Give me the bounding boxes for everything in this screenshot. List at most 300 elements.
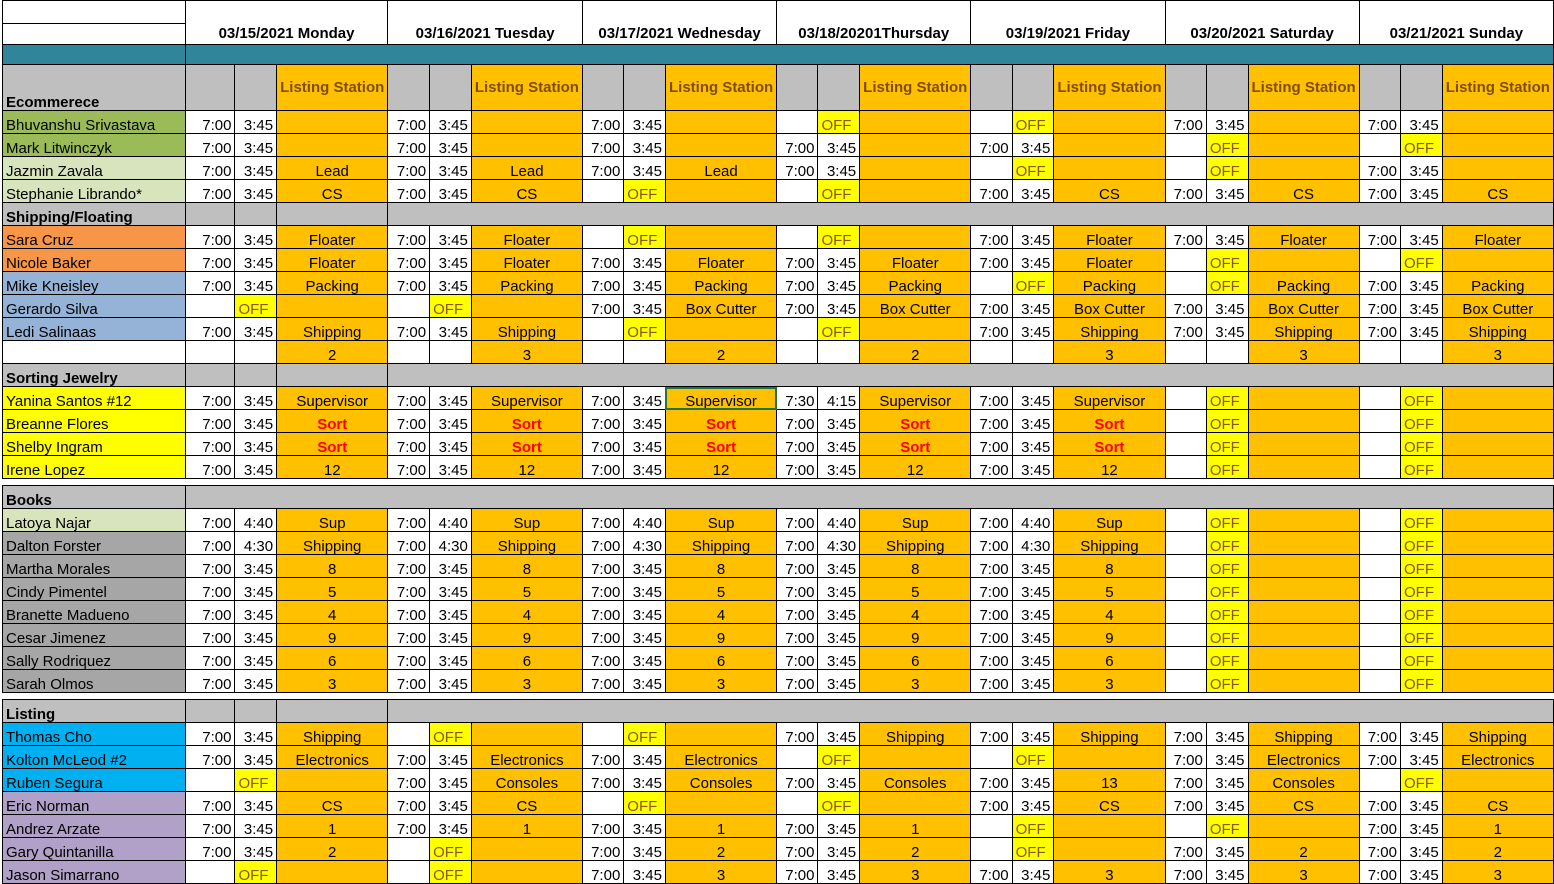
time-end[interactable]: 3:45 [624, 111, 666, 134]
station-assignment[interactable]: Shipping [1442, 723, 1553, 746]
time-start[interactable]: 7:00 [777, 157, 818, 180]
time-end[interactable]: 3:45 [235, 410, 277, 433]
day-header[interactable]: 03/15/2021 Monday [185, 24, 388, 45]
time-start[interactable] [1165, 157, 1206, 180]
station-assignment[interactable] [1442, 670, 1553, 693]
station-assignment[interactable]: 3 [860, 861, 971, 884]
time-end[interactable]: 3:45 [1400, 180, 1442, 203]
time-end[interactable]: 3:45 [818, 838, 860, 861]
time-start[interactable]: 7:00 [582, 157, 623, 180]
off-marker[interactable]: OFF [1206, 647, 1248, 670]
station-assignment[interactable] [860, 792, 971, 815]
station-assignment[interactable] [1442, 601, 1553, 624]
station-assignment[interactable] [1248, 249, 1359, 272]
station-assignment[interactable]: Floater [1248, 226, 1359, 249]
employee-name[interactable]: Nicole Baker [3, 249, 186, 272]
employee-name[interactable]: Ruben Segura [3, 769, 186, 792]
time-header-end[interactable] [430, 65, 472, 111]
station-assignment[interactable] [860, 226, 971, 249]
employee-name[interactable]: Cindy Pimentel [3, 578, 186, 601]
time-end[interactable]: 3:45 [624, 410, 666, 433]
station-assignment[interactable]: Floater [1054, 226, 1165, 249]
station-assignment[interactable]: Floater [1054, 249, 1165, 272]
station-assignment[interactable]: 8 [277, 555, 388, 578]
station-assignment[interactable]: 12 [665, 456, 776, 479]
time-start[interactable] [971, 838, 1012, 861]
station-assignment[interactable]: Supervisor [471, 387, 582, 410]
off-marker[interactable]: OFF [430, 861, 472, 884]
time-end[interactable]: 3:45 [235, 272, 277, 295]
time-start[interactable] [1359, 387, 1400, 410]
time-end[interactable]: 3:45 [624, 746, 666, 769]
station-assignment[interactable]: 4 [277, 601, 388, 624]
time-end[interactable]: 3:45 [1206, 838, 1248, 861]
station-assignment[interactable]: Packing [471, 272, 582, 295]
time-start[interactable]: 7:00 [777, 670, 818, 693]
station-assignment[interactable]: 3 [1248, 861, 1359, 884]
station-assignment[interactable] [1248, 532, 1359, 555]
off-marker[interactable]: OFF [1206, 249, 1248, 272]
off-marker[interactable]: OFF [1400, 624, 1442, 647]
time-start[interactable] [1359, 509, 1400, 532]
time-end[interactable] [430, 341, 472, 364]
station-assignment[interactable]: Box Cutter [860, 295, 971, 318]
time-start[interactable]: 7:00 [582, 295, 623, 318]
time-start[interactable]: 7:00 [185, 838, 235, 861]
time-start[interactable] [185, 341, 235, 364]
time-start[interactable]: 7:00 [185, 387, 235, 410]
time-start[interactable]: 7:00 [777, 861, 818, 884]
employee-name[interactable]: Kolton McLeod #2 [3, 746, 186, 769]
time-start[interactable]: 7:00 [388, 670, 430, 693]
station-assignment[interactable]: Box Cutter [1248, 295, 1359, 318]
time-end[interactable]: 3:45 [1206, 746, 1248, 769]
off-marker[interactable]: OFF [1206, 532, 1248, 555]
time-start[interactable]: 7:00 [185, 555, 235, 578]
station-assignment[interactable]: Shipping [1248, 318, 1359, 341]
corner-cell-2[interactable] [3, 24, 186, 45]
listing-station-header[interactable]: Listing Station [1248, 65, 1359, 111]
station-assignment[interactable]: Floater [471, 249, 582, 272]
station-assignment[interactable]: 6 [277, 647, 388, 670]
station-assignment[interactable]: Lead [277, 157, 388, 180]
time-start[interactable]: 7:00 [1165, 723, 1206, 746]
time-start[interactable] [582, 180, 623, 203]
section-title[interactable]: Listing [3, 700, 186, 723]
time-end[interactable]: 3:45 [1012, 387, 1054, 410]
time-start[interactable]: 7:00 [1165, 111, 1206, 134]
day-header[interactable]: 03/16/2021 Tuesday [388, 24, 583, 45]
time-start[interactable]: 7:00 [582, 861, 623, 884]
time-start[interactable]: 7:00 [185, 272, 235, 295]
day-header[interactable]: 03/20/2021 Saturday [1165, 24, 1359, 45]
time-end[interactable]: 3:45 [624, 601, 666, 624]
time-end[interactable]: 3:45 [235, 111, 277, 134]
time-end[interactable]: 3:45 [1012, 647, 1054, 670]
time-start[interactable] [582, 226, 623, 249]
off-marker[interactable]: OFF [1400, 555, 1442, 578]
off-marker[interactable]: OFF [430, 295, 472, 318]
listing-station-header[interactable]: Listing Station [860, 65, 971, 111]
time-end[interactable]: 4:40 [430, 509, 472, 532]
station-assignment[interactable] [277, 861, 388, 884]
time-end[interactable]: 3:45 [624, 387, 666, 410]
time-end[interactable]: 3:45 [430, 815, 472, 838]
time-start[interactable]: 7:30 [777, 387, 818, 410]
time-start[interactable]: 7:00 [388, 433, 430, 456]
time-start[interactable] [388, 838, 430, 861]
off-marker[interactable]: OFF [1206, 578, 1248, 601]
day-header[interactable]: 03/21/2021 Sunday [1359, 24, 1553, 45]
station-assignment[interactable] [1442, 111, 1553, 134]
time-start[interactable]: 7:00 [971, 249, 1012, 272]
time-end[interactable]: 3:45 [430, 272, 472, 295]
time-end[interactable] [235, 341, 277, 364]
time-end[interactable]: 3:45 [1206, 769, 1248, 792]
time-end[interactable]: 3:45 [235, 601, 277, 624]
station-assignment[interactable]: Packing [1248, 272, 1359, 295]
time-end[interactable]: 3:45 [430, 387, 472, 410]
station-assignment[interactable]: 12 [1054, 456, 1165, 479]
station-assignment[interactable]: 9 [471, 624, 582, 647]
time-start[interactable] [1165, 433, 1206, 456]
time-start[interactable] [582, 341, 623, 364]
time-end[interactable]: 4:30 [818, 532, 860, 555]
time-start[interactable] [1165, 387, 1206, 410]
time-end[interactable]: 3:45 [430, 624, 472, 647]
time-end[interactable]: 3:45 [1012, 769, 1054, 792]
time-start[interactable] [1359, 433, 1400, 456]
section-fill[interactable] [235, 364, 277, 387]
station-assignment[interactable]: Packing [860, 272, 971, 295]
time-start[interactable]: 7:00 [971, 555, 1012, 578]
time-end[interactable]: 3:45 [1012, 180, 1054, 203]
section-fill[interactable] [185, 486, 1553, 509]
station-assignment[interactable]: Shipping [665, 532, 776, 555]
off-marker[interactable]: OFF [1012, 272, 1054, 295]
time-end[interactable]: 3:45 [430, 769, 472, 792]
station-assignment[interactable] [860, 318, 971, 341]
off-marker[interactable]: OFF [818, 111, 860, 134]
time-start[interactable]: 7:00 [777, 456, 818, 479]
day-header-spacer[interactable] [388, 1, 583, 24]
time-start[interactable]: 7:00 [1165, 295, 1206, 318]
time-end[interactable]: 3:45 [1012, 318, 1054, 341]
station-assignment[interactable]: Sup [1054, 509, 1165, 532]
station-assignment[interactable] [1442, 769, 1553, 792]
time-end[interactable]: 3:45 [624, 769, 666, 792]
time-start[interactable]: 7:00 [1165, 769, 1206, 792]
time-start[interactable] [1165, 670, 1206, 693]
time-start[interactable] [971, 815, 1012, 838]
station-assignment[interactable]: 8 [665, 555, 776, 578]
station-assignment[interactable]: Sort [471, 410, 582, 433]
station-assignment[interactable]: Electronics [471, 746, 582, 769]
time-end[interactable]: 3:45 [430, 792, 472, 815]
station-assignment[interactable]: 12 [277, 456, 388, 479]
station-assignment[interactable]: Sort [860, 410, 971, 433]
time-end[interactable]: 3:45 [235, 318, 277, 341]
time-end[interactable]: 3:45 [624, 861, 666, 884]
time-start[interactable]: 7:00 [582, 555, 623, 578]
station-assignment[interactable] [1442, 410, 1553, 433]
station-assignment[interactable] [860, 180, 971, 203]
time-end[interactable]: 3:45 [1400, 746, 1442, 769]
time-start[interactable]: 7:00 [388, 111, 430, 134]
station-assignment[interactable]: Floater [1442, 226, 1553, 249]
time-start[interactable]: 7:00 [582, 624, 623, 647]
off-marker[interactable]: OFF [1206, 815, 1248, 838]
time-end[interactable]: 3:45 [1206, 295, 1248, 318]
station-assignment[interactable]: 4 [1054, 601, 1165, 624]
time-end[interactable]: 3:45 [624, 670, 666, 693]
station-assignment[interactable] [1248, 134, 1359, 157]
station-assignment[interactable]: 6 [1054, 647, 1165, 670]
time-start[interactable]: 7:00 [185, 410, 235, 433]
time-start[interactable]: 7:00 [185, 670, 235, 693]
employee-name[interactable]: Ledi Salinaas [3, 318, 186, 341]
station-assignment[interactable]: 2 [665, 838, 776, 861]
time-start[interactable] [1359, 578, 1400, 601]
time-start[interactable] [1359, 410, 1400, 433]
time-end[interactable]: 3:45 [1012, 295, 1054, 318]
time-start[interactable] [1359, 670, 1400, 693]
station-assignment[interactable]: CS [471, 180, 582, 203]
section-title[interactable]: Books [3, 486, 186, 509]
station-assignment[interactable]: Electronics [1442, 746, 1553, 769]
time-end[interactable]: 3:45 [818, 272, 860, 295]
station-assignment[interactable]: 5 [665, 578, 776, 601]
time-end[interactable]: 3:45 [235, 134, 277, 157]
time-end[interactable]: 3:45 [818, 670, 860, 693]
time-start[interactable]: 7:00 [388, 769, 430, 792]
time-start[interactable] [1359, 769, 1400, 792]
employee-name[interactable]: Latoya Najar [3, 509, 186, 532]
time-end[interactable]: 3:45 [430, 433, 472, 456]
time-end[interactable]: 3:45 [624, 134, 666, 157]
station-assignment[interactable]: 3 [1054, 861, 1165, 884]
time-end[interactable]: 3:45 [1012, 249, 1054, 272]
time-start[interactable]: 7:00 [1359, 746, 1400, 769]
station-assignment[interactable]: 3 [1054, 670, 1165, 693]
time-start[interactable]: 7:00 [1359, 815, 1400, 838]
station-assignment[interactable] [471, 111, 582, 134]
station-assignment[interactable]: Supervisor [277, 387, 388, 410]
time-start[interactable]: 7:00 [1165, 318, 1206, 341]
time-start[interactable]: 7:00 [388, 792, 430, 815]
time-end[interactable]: 3:45 [818, 456, 860, 479]
station-assignment[interactable]: Shipping [277, 318, 388, 341]
time-end[interactable]: 3:45 [1400, 318, 1442, 341]
time-end[interactable]: 3:45 [624, 624, 666, 647]
station-assignment[interactable]: 3 [860, 670, 971, 693]
employee-name[interactable]: Mike Kneisley [3, 272, 186, 295]
time-end[interactable]: 3:45 [235, 578, 277, 601]
time-end[interactable]: 3:45 [818, 134, 860, 157]
off-marker[interactable]: OFF [624, 792, 666, 815]
time-start[interactable] [1359, 624, 1400, 647]
off-marker[interactable]: OFF [1206, 555, 1248, 578]
time-end[interactable]: 4:40 [235, 509, 277, 532]
off-marker[interactable]: OFF [1400, 601, 1442, 624]
time-end[interactable] [1012, 341, 1054, 364]
listing-station-header[interactable]: Listing Station [277, 65, 388, 111]
day-header-spacer[interactable] [777, 1, 971, 24]
time-end[interactable]: 3:45 [818, 861, 860, 884]
station-assignment[interactable] [1442, 532, 1553, 555]
listing-station-header[interactable]: Listing Station [471, 65, 582, 111]
station-assignment[interactable] [1248, 647, 1359, 670]
station-assignment[interactable]: 3 [277, 670, 388, 693]
station-assignment[interactable]: 2 [860, 838, 971, 861]
time-end[interactable]: 3:45 [1400, 815, 1442, 838]
time-start[interactable] [1165, 815, 1206, 838]
station-assignment[interactable]: Shipping [471, 318, 582, 341]
station-assignment[interactable]: CS [1248, 180, 1359, 203]
day-header-spacer[interactable] [1359, 1, 1553, 24]
time-start[interactable]: 7:00 [388, 226, 430, 249]
time-start[interactable] [971, 111, 1012, 134]
time-start[interactable]: 7:00 [1359, 838, 1400, 861]
station-assignment[interactable] [860, 157, 971, 180]
station-assignment[interactable]: 5 [471, 578, 582, 601]
station-assignment[interactable]: 4 [471, 601, 582, 624]
station-assignment[interactable]: 8 [1054, 555, 1165, 578]
station-assignment[interactable] [1054, 111, 1165, 134]
section-title[interactable]: Shipping/Floating [3, 203, 186, 226]
time-start[interactable] [1165, 456, 1206, 479]
time-start[interactable]: 7:00 [777, 433, 818, 456]
station-assignment[interactable]: CS [1054, 180, 1165, 203]
station-assignment[interactable] [1442, 555, 1553, 578]
time-start[interactable]: 7:00 [1359, 226, 1400, 249]
time-start[interactable]: 7:00 [971, 433, 1012, 456]
employee-name[interactable]: Andrez Arzate [3, 815, 186, 838]
time-end[interactable]: 3:45 [818, 578, 860, 601]
time-end[interactable]: 3:45 [235, 670, 277, 693]
time-start[interactable]: 7:00 [971, 180, 1012, 203]
time-end[interactable]: 3:45 [818, 601, 860, 624]
time-end[interactable]: 3:45 [235, 792, 277, 815]
station-assignment[interactable]: Shipping [860, 723, 971, 746]
station-assignment[interactable]: Sort [1054, 410, 1165, 433]
employee-name[interactable]: Bhuvanshu Srivastava [3, 111, 186, 134]
time-end[interactable]: 3:45 [818, 249, 860, 272]
time-end[interactable]: 3:45 [430, 410, 472, 433]
time-start[interactable] [1165, 134, 1206, 157]
time-start[interactable]: 7:00 [582, 433, 623, 456]
employee-name[interactable]: Jason Simarrano [3, 861, 186, 884]
off-marker[interactable]: OFF [818, 746, 860, 769]
time-start[interactable] [1165, 532, 1206, 555]
off-marker[interactable]: OFF [1012, 838, 1054, 861]
time-header-start[interactable] [582, 65, 623, 111]
employee-name[interactable]: Thomas Cho [3, 723, 186, 746]
time-end[interactable]: 4:40 [818, 509, 860, 532]
time-start[interactable] [1359, 647, 1400, 670]
time-end[interactable]: 3:45 [235, 433, 277, 456]
station-assignment[interactable]: Sort [277, 410, 388, 433]
station-assignment[interactable]: Sup [860, 509, 971, 532]
time-start[interactable] [777, 111, 818, 134]
time-start[interactable] [185, 769, 235, 792]
time-end[interactable] [818, 341, 860, 364]
gap-cell[interactable] [3, 693, 1554, 700]
time-start[interactable]: 7:00 [388, 318, 430, 341]
time-start[interactable] [185, 295, 235, 318]
station-assignment[interactable]: Shipping [860, 532, 971, 555]
time-start[interactable]: 7:00 [388, 532, 430, 555]
time-start[interactable]: 7:00 [1359, 861, 1400, 884]
time-start[interactable]: 7:00 [971, 769, 1012, 792]
station-assignment[interactable]: CS [471, 792, 582, 815]
time-start[interactable]: 7:00 [1165, 180, 1206, 203]
station-assignment[interactable]: Sort [471, 433, 582, 456]
station-assignment[interactable]: Sup [471, 509, 582, 532]
time-start[interactable] [1165, 410, 1206, 433]
time-start[interactable]: 7:00 [185, 746, 235, 769]
section-fill[interactable] [235, 700, 277, 723]
time-end[interactable]: 3:45 [818, 815, 860, 838]
off-marker[interactable]: OFF [1206, 134, 1248, 157]
station-assignment[interactable] [1248, 387, 1359, 410]
time-header-end[interactable] [1400, 65, 1442, 111]
time-start[interactable]: 7:00 [185, 318, 235, 341]
station-assignment[interactable]: CS [277, 180, 388, 203]
station-assignment[interactable]: Box Cutter [1442, 295, 1553, 318]
station-assignment[interactable] [1054, 838, 1165, 861]
station-assignment[interactable]: 8 [471, 555, 582, 578]
time-start[interactable]: 7:00 [1165, 226, 1206, 249]
station-assignment[interactable] [1442, 509, 1553, 532]
off-marker[interactable]: OFF [818, 792, 860, 815]
off-marker[interactable]: OFF [624, 318, 666, 341]
time-end[interactable]: 3:45 [235, 180, 277, 203]
station-assignment[interactable]: 3 [1442, 861, 1553, 884]
time-start[interactable] [388, 861, 430, 884]
time-start[interactable]: 7:00 [582, 532, 623, 555]
off-marker[interactable]: OFF [1400, 456, 1442, 479]
time-start[interactable]: 7:00 [971, 387, 1012, 410]
gap-cell[interactable] [3, 479, 1554, 486]
time-start[interactable]: 7:00 [777, 555, 818, 578]
station-assignment[interactable]: Box Cutter [665, 295, 776, 318]
time-start[interactable] [1359, 532, 1400, 555]
off-marker[interactable]: OFF [1206, 433, 1248, 456]
time-end[interactable]: 3:45 [624, 838, 666, 861]
time-start[interactable] [388, 341, 430, 364]
station-assignment[interactable] [665, 318, 776, 341]
employee-name[interactable]: Mark Litwinczyk [3, 134, 186, 157]
section-fill[interactable] [388, 700, 1554, 723]
station-assignment[interactable]: CS [277, 792, 388, 815]
time-start[interactable]: 7:00 [777, 769, 818, 792]
station-total[interactable]: 2 [277, 341, 388, 364]
time-start[interactable]: 7:00 [388, 410, 430, 433]
time-start[interactable] [1165, 578, 1206, 601]
time-end[interactable]: 3:45 [235, 249, 277, 272]
station-assignment[interactable] [471, 723, 582, 746]
time-start[interactable] [971, 746, 1012, 769]
time-end[interactable]: 3:45 [624, 647, 666, 670]
station-assignment[interactable]: 5 [860, 578, 971, 601]
station-assignment[interactable]: Electronics [277, 746, 388, 769]
time-start[interactable]: 7:00 [1359, 157, 1400, 180]
off-marker[interactable]: OFF [1400, 433, 1442, 456]
station-assignment[interactable]: Shipping [1248, 723, 1359, 746]
time-start[interactable]: 7:00 [1165, 861, 1206, 884]
station-assignment[interactable]: Box Cutter [1054, 295, 1165, 318]
